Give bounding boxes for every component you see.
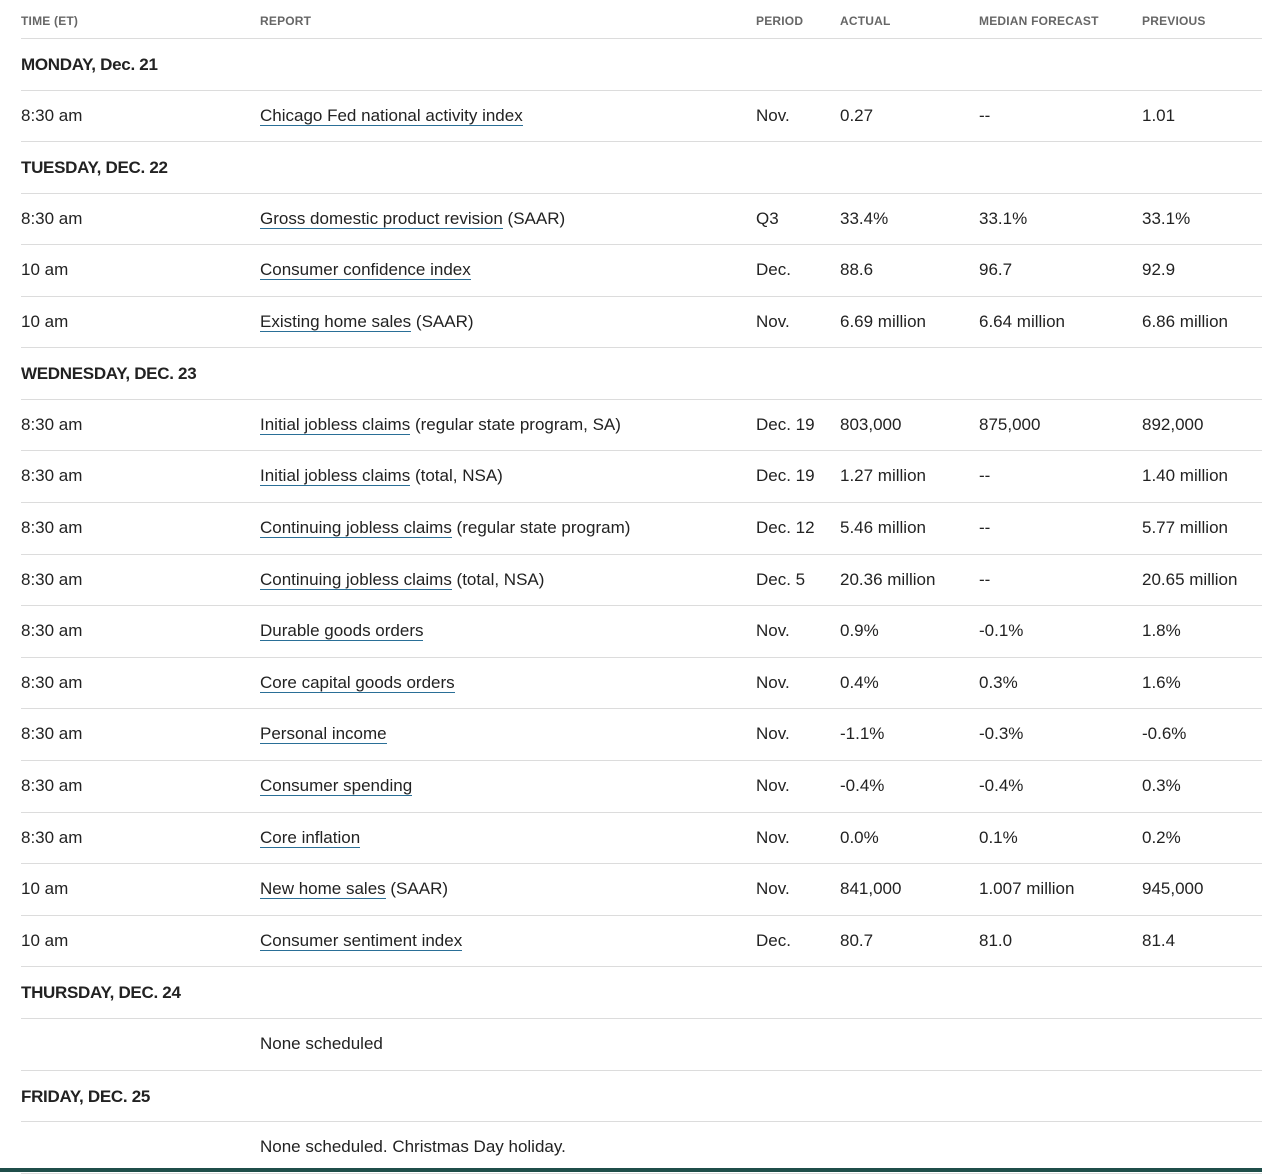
economic-calendar-table [21, 0, 1262, 1174]
time-cell: 8:30 am [21, 827, 83, 847]
table-row [21, 916, 1262, 968]
report-link[interactable]: Consumer spending [260, 776, 413, 796]
previous-cell: 1.40 million [1142, 466, 1228, 486]
time-cell: 10 am [21, 260, 69, 280]
header-median-forecast: MEDIAN FORECAST [979, 14, 1099, 28]
period-cell: Nov. [756, 827, 790, 847]
report-link[interactable]: Existing home sales [260, 311, 412, 331]
time-cell: 8:30 am [21, 724, 83, 744]
report-suffix: (SAAR) [385, 879, 449, 899]
time-cell: 8:30 am [21, 105, 83, 125]
previous-cell: 5.77 million [1142, 518, 1228, 538]
day-label: FRIDAY, DEC. 25 [21, 1086, 151, 1106]
previous-cell: 33.1% [1142, 208, 1191, 228]
table-header [21, 0, 1262, 39]
table-row [21, 606, 1262, 658]
median-forecast-cell: 96.7 [979, 260, 1013, 280]
median-forecast-cell: -- [979, 518, 991, 538]
day-label: THURSDAY, DEC. 24 [21, 983, 181, 1003]
median-forecast-cell: -- [979, 569, 991, 589]
actual-cell: 1.27 million [840, 466, 926, 486]
period-cell: Dec. [756, 930, 791, 950]
report-cell [260, 828, 360, 848]
time-cell: 8:30 am [21, 569, 83, 589]
report-link[interactable]: Durable goods orders [260, 621, 424, 641]
time-cell: 10 am [21, 930, 69, 950]
previous-cell: 0.2% [1142, 827, 1181, 847]
table-row [21, 245, 1262, 297]
report-cell [260, 260, 471, 280]
median-forecast-cell: -- [979, 105, 991, 125]
header-time: TIME (ET) [21, 14, 79, 28]
table-row [21, 709, 1262, 761]
header-previous: PREVIOUS [1142, 14, 1206, 28]
median-forecast-cell: -0.3% [979, 724, 1024, 744]
table-row [21, 1122, 1262, 1174]
actual-cell: 803,000 [840, 414, 902, 434]
period-cell: Nov. [756, 105, 790, 125]
period-cell: Dec. 19 [756, 414, 815, 434]
report-suffix: (SAAR) [411, 311, 474, 331]
table-row [21, 297, 1262, 349]
report-suffix: (regular state program) [451, 518, 631, 538]
previous-cell: 6.86 million [1142, 311, 1228, 331]
report-cell [260, 518, 630, 538]
time-cell: 10 am [21, 311, 69, 331]
day-header-row [21, 348, 1262, 400]
report-link[interactable]: Personal income [260, 724, 387, 744]
report-link[interactable]: Core capital goods orders [260, 672, 455, 692]
period-cell: Dec. 19 [756, 466, 815, 486]
period-cell: Nov. [756, 311, 790, 331]
period-cell: Nov. [756, 672, 790, 692]
actual-cell: 0.0% [840, 827, 879, 847]
previous-cell: 1.01 [1142, 105, 1176, 125]
previous-cell: 20.65 million [1142, 569, 1238, 589]
report-cell [260, 673, 455, 693]
header-period: PERIOD [756, 14, 804, 28]
actual-cell: 88.6 [840, 260, 874, 280]
report-link[interactable]: New home sales [260, 879, 386, 899]
table-row [21, 761, 1262, 813]
report-suffix: (total, NSA) [410, 466, 503, 486]
day-label: MONDAY, Dec. 21 [21, 55, 158, 74]
report-link[interactable]: Continuing jobless claims [260, 569, 452, 589]
day-label: WEDNESDAY, DEC. 23 [21, 364, 197, 384]
actual-cell: 80.7 [840, 930, 874, 950]
time-cell: 8:30 am [21, 208, 83, 228]
previous-cell: 92.9 [1142, 260, 1176, 280]
actual-cell: 0.9% [840, 621, 879, 641]
median-forecast-cell: 6.64 million [979, 311, 1065, 331]
report-suffix: (SAAR) [502, 208, 566, 228]
median-forecast-cell: 33.1% [979, 208, 1028, 228]
table-row [21, 658, 1262, 710]
report-cell [260, 879, 448, 899]
table-row [21, 813, 1262, 865]
table-row [21, 451, 1262, 503]
report-cell [260, 1034, 383, 1054]
previous-cell: 945,000 [1142, 879, 1204, 899]
table-row [21, 91, 1262, 143]
report-link[interactable]: Consumer confidence index [260, 260, 471, 280]
actual-cell: -0.4% [840, 776, 885, 796]
time-cell: 8:30 am [21, 776, 83, 796]
report-link[interactable]: Core inflation [260, 827, 361, 847]
actual-cell: -1.1% [840, 724, 885, 744]
period-cell: Q3 [756, 208, 779, 228]
day-header-row [21, 39, 1262, 91]
report-cell [260, 570, 544, 590]
report-suffix: None scheduled [260, 1033, 383, 1053]
period-cell: Dec. 12 [756, 518, 815, 538]
median-forecast-cell: -- [979, 466, 991, 486]
actual-cell: 841,000 [840, 879, 902, 899]
report-suffix: (total, NSA) [451, 569, 545, 589]
report-cell [260, 931, 462, 951]
median-forecast-cell: 81.0 [979, 930, 1013, 950]
actual-cell: 33.4% [840, 208, 889, 228]
period-cell: Dec. [756, 260, 791, 280]
previous-cell: 1.8% [1142, 621, 1181, 641]
period-cell: Nov. [756, 621, 790, 641]
report-link[interactable]: Consumer sentiment index [260, 930, 463, 950]
period-cell: Nov. [756, 776, 790, 796]
table-body [21, 39, 1262, 1174]
table-row [21, 503, 1262, 555]
previous-cell: 0.3% [1142, 776, 1181, 796]
bottom-border-bar [0, 1168, 1262, 1172]
table-row [21, 1019, 1262, 1071]
header-actual: ACTUAL [840, 14, 891, 28]
report-cell [260, 466, 503, 486]
report-cell [260, 621, 423, 641]
actual-cell: 5.46 million [840, 518, 926, 538]
time-cell: 8:30 am [21, 414, 83, 434]
report-link[interactable]: Chicago Fed national activity index [260, 105, 523, 125]
table-row [21, 194, 1262, 246]
report-link[interactable]: Initial jobless claims [260, 414, 411, 434]
time-cell: 8:30 am [21, 672, 83, 692]
report-cell [260, 106, 523, 126]
day-label: TUESDAY, DEC. 22 [21, 158, 168, 178]
header-report: REPORT [260, 14, 312, 28]
period-cell: Nov. [756, 879, 790, 899]
report-link[interactable]: Gross domestic product revision [260, 208, 503, 228]
report-cell [260, 1137, 566, 1157]
table-row [21, 400, 1262, 452]
report-suffix: None scheduled. Christmas Day holiday. [260, 1137, 566, 1156]
report-cell [260, 312, 474, 332]
period-cell: Dec. 5 [756, 569, 806, 589]
time-cell: 8:30 am [21, 518, 83, 538]
report-cell [260, 776, 412, 796]
median-forecast-cell: 0.3% [979, 672, 1018, 692]
report-cell [260, 209, 565, 229]
median-forecast-cell: 875,000 [979, 414, 1041, 434]
report-cell [260, 415, 621, 435]
time-cell: 10 am [21, 879, 69, 899]
previous-cell: -0.6% [1142, 724, 1187, 744]
table-row [21, 555, 1262, 607]
actual-cell: 0.4% [840, 672, 879, 692]
report-suffix: (regular state program, SA) [410, 414, 621, 434]
previous-cell: 1.6% [1142, 672, 1181, 692]
actual-cell: 6.69 million [840, 311, 926, 331]
report-cell [260, 724, 387, 744]
previous-cell: 892,000 [1142, 414, 1204, 434]
median-forecast-cell: -0.4% [979, 776, 1024, 796]
report-link[interactable]: Initial jobless claims [260, 466, 411, 486]
median-forecast-cell: 1.007 million [979, 879, 1075, 899]
time-cell: 8:30 am [21, 466, 83, 486]
median-forecast-cell: -0.1% [979, 621, 1024, 641]
period-cell: Nov. [756, 724, 790, 744]
day-header-row [21, 1071, 1262, 1123]
day-header-row [21, 967, 1262, 1019]
previous-cell: 81.4 [1142, 930, 1176, 950]
actual-cell: 20.36 million [840, 569, 936, 589]
median-forecast-cell: 0.1% [979, 827, 1018, 847]
table-row [21, 864, 1262, 916]
actual-cell: 0.27 [840, 105, 874, 125]
report-link[interactable]: Continuing jobless claims [260, 518, 452, 538]
time-cell: 8:30 am [21, 621, 83, 641]
day-header-row [21, 142, 1262, 194]
